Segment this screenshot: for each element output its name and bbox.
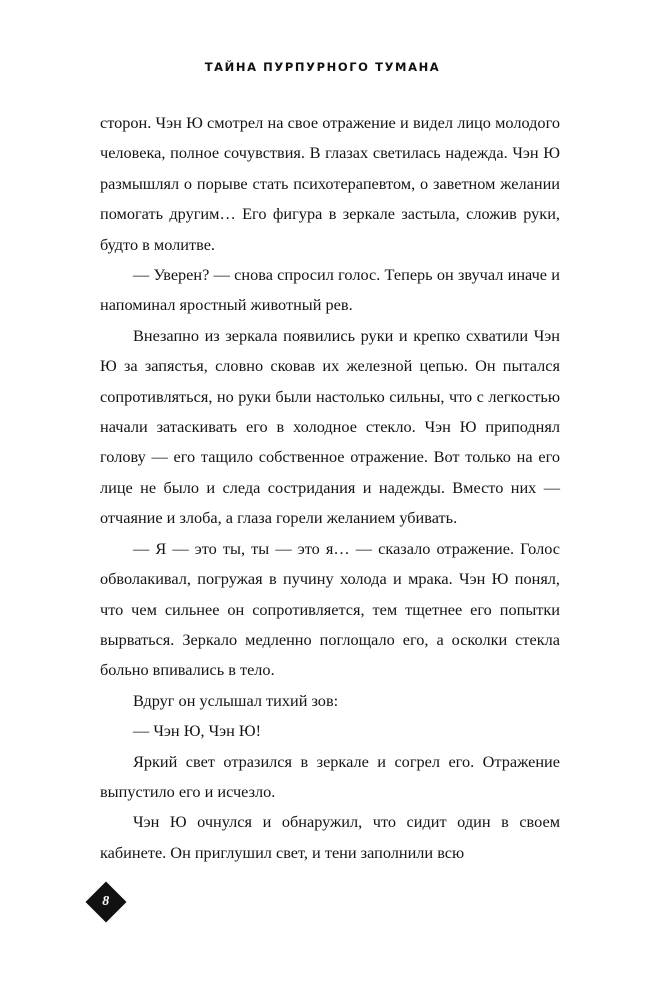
- running-head: ТАЙНА ПУРПУРНОГО ТУМАНА: [204, 60, 441, 74]
- paragraph: Вдруг он услышал тихий зов:: [133, 690, 339, 710]
- paragraph: Внезапно из зеркала появились руки и крепко схватили Чэн Ю за запястья, словно сковав их железной цепью. Он пытался сопротивляться, но руки были настолько сильны, что с легкостью начали затаскивать его в холодное стекло. Чэн Ю приподнял голову — его тащило собственное отражение. Вот только на его лице не было и следа состридания и надежды. Вместо них — отчаяние и злоба, а глаза горели желанием убивать.: [100, 325, 560, 528]
- paragraph: сторон. Чэн Ю смотрел на свое отражение и видел лицо молодого человека, полное сочувствия. В глазах светилась надежда. Чэн Ю размышлял о порыве стать психотерапевтом, о заветном желании помогать другим… Его фигура в зеркале застыла, сложив руки, будто в молитве.: [100, 113, 560, 254]
- paragraph: — Чэн Ю, Чэн Ю!: [133, 721, 262, 741]
- paragraph: — Я — это ты, ты — это я… — сказало отражение. Голос обволакивал, погружая в пучину холода и мрака. Чэн Ю понял, что чем сильнее он сопротивляется, тем тщетнее его попытки вырваться. Зеркало медленно поглощало его, а осколки стекла больно впивались в тело.: [100, 538, 560, 680]
- body-text: [100, 108, 560, 868]
- page-number: 8: [102, 894, 110, 909]
- page-number-badge: [84, 880, 128, 924]
- paragraph: — Уверен? — снова спросил голос. Теперь он звучал иначе и напоминал яростный животный рев.: [100, 265, 560, 315]
- paragraph: Чэн Ю очнулся и обнаружил, что сидит один в своем кабинете. Он приглушил свет, и тени заполнили всю: [100, 812, 560, 862]
- paragraph: Яркий свет отразился в зеркале и согрел его. Отражение выпустило его и исчезло.: [100, 751, 560, 801]
